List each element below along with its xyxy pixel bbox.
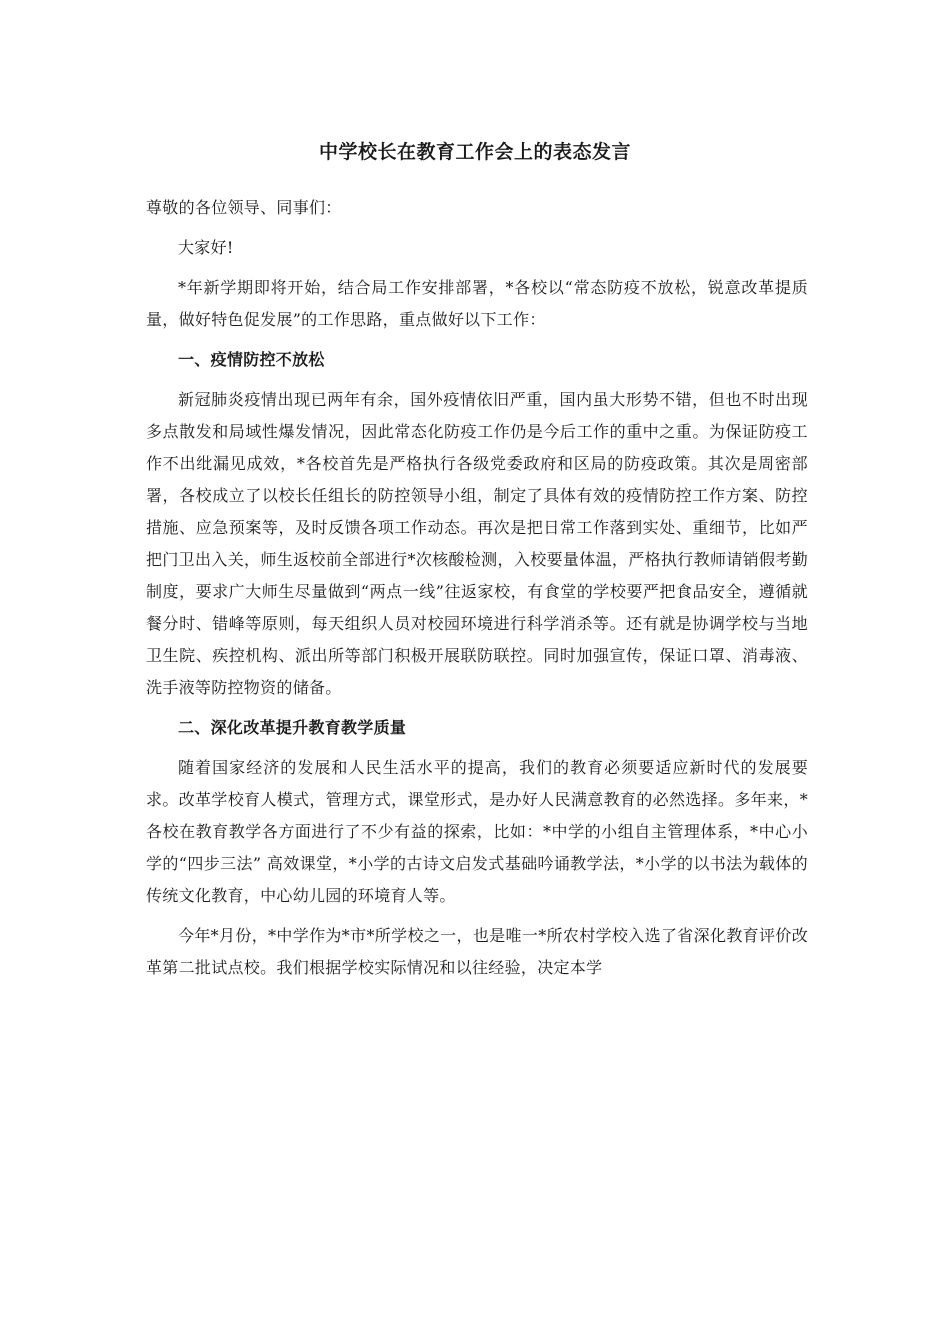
- section-2-paragraph-1: 随着国家经济的发展和人民生活水平的提高，我们的教育必须要适应新时代的发展要求。改革学校育人模式，管理方式，课堂形式，是办好人民满意教育的必然选择。多年来，*各校在教育教学各方面进行了不少有益的探索，比如：*中学的小组自主管理体系，*中心小学的“四步三法” 高效课堂，*小学的古诗文启发式基础吟诵教学法，*小学的以书法为载体的传统文化教育，中心幼儿园的环境育人等。: [146, 758, 808, 905]
- salutation: 尊敬的各位领导、同事们：: [146, 198, 342, 217]
- document-body: [146, 192, 808, 992]
- section-1-paragraph: 新冠肺炎疫情出现已两年有余，国外疫情依旧严重，国内虽大形势不错，但也不时出现多点散发和局域性爆发情况，因此常态化防疫工作仍是今后工作的重中之重。为保证防疫工作不出纰漏见成效，*各校首先是严格执行各级党委政府和区局的防疫政策。其次是周密部署，各校成立了以校长任组长的防控领导小组，制定了具体有效的疫情防控工作方案、防控措施、应急预案等，及时反馈各项工作动态。再次是把日常工作落到实处、重细节，比如严把门卫出入关，师生返校前全部进行*次核酸检测，入校要量体温，严格执行教师请销假考勤制度，要求广大师生尽量做到“两点一线”往返家校，有食堂的学校要严把食品安全，遵循就餐分时、错峰等原则，每天组织人员对校园环境进行科学消杀等。还有就是协调学校与当地卫生院、疾控机构、派出所等部门积极开展联防联控。同时加强宣传，保证口罩、消毒液、洗手液等防控物资的储备。: [146, 390, 808, 697]
- section-heading-1: 一、疫情防控不放松: [178, 350, 325, 369]
- greeting: 大家好!: [178, 238, 234, 257]
- intro-paragraph: *年新学期即将开始，结合局工作安排部署，*各校以“常态防疫不放松，锐意改革提质量，做好特色促发展”的工作思路，重点做好以下工作：: [146, 278, 808, 329]
- section-2-paragraph-2: 今年*月份，*中学作为*市*所学校之一，也是唯一*所农村学校入选了省深化教育评价改革第二批试点校。我们根据学校实际情况和以往经验，决定本学: [146, 926, 808, 977]
- section-heading-2: 二、深化改革提升教育教学质量: [178, 718, 407, 737]
- document-title: 中学校长在教育工作会上的表态发言: [318, 141, 631, 163]
